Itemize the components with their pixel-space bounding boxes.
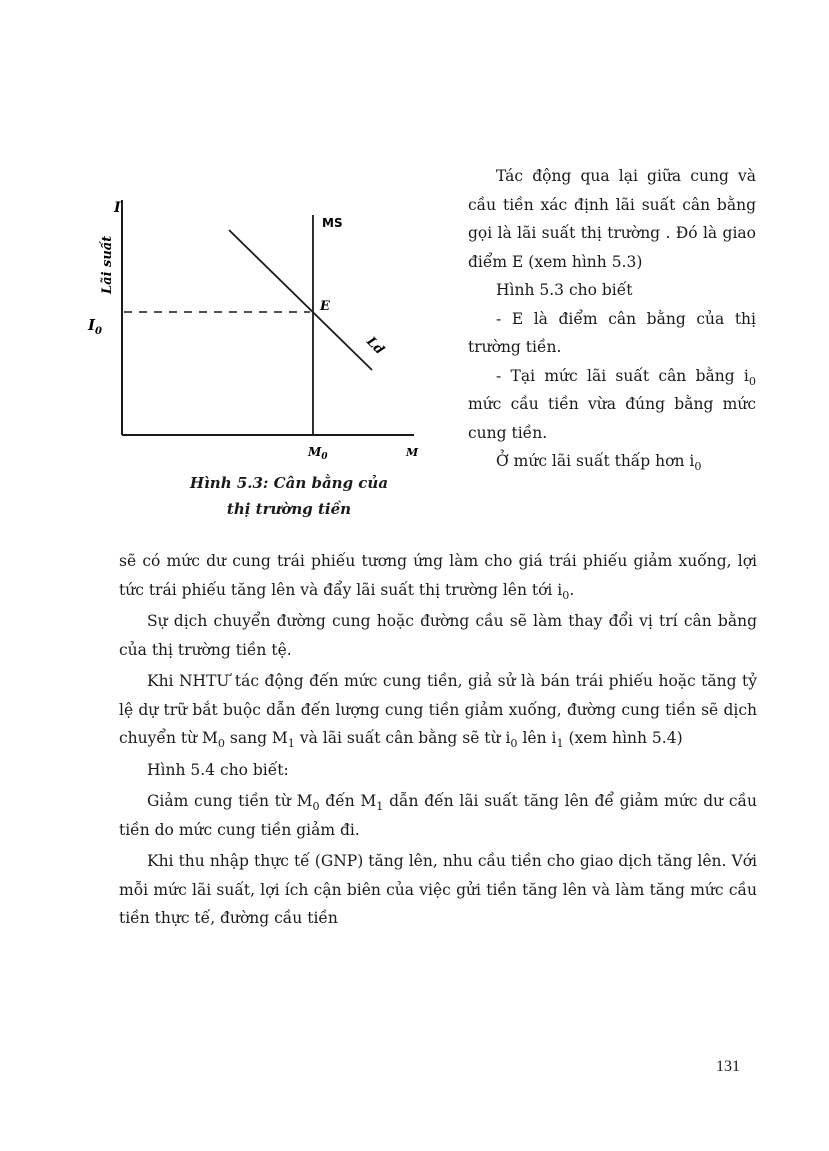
paragraph-central-bank: Khi NHTƯ tác động đến mức cung tiền, giả sử là bán trái phiếu hoặc tăng tỷ lệ dự trữ bắt buộc dẫn đến lượng cung tiền giảm xuống, đường cung tiền sẽ dịch chuyển từ $M_0$ sang $M_1$ và lãi suất cân bằng sẽ từ $i_0$ lên $i_1$ (xem hình 5.4) bbox=[119, 672, 757, 751]
right-column-text bbox=[468, 162, 756, 476]
paragraph-equilibrium-point: - E là điểm cân bằng của thị trường tiền. bbox=[468, 309, 756, 356]
paragraph-market-interest-rate: Tác động qua lại giữa cung và cầu tiền xác định lãi suất cân bằng gọi là lãi suất thị trường . Đó là giao điểm E (xem hình 5.3) bbox=[468, 167, 756, 271]
i0-label: $I_0$ bbox=[88, 316, 102, 337]
e-point-label: E bbox=[320, 299, 330, 314]
paragraph-figure-intro: Hình 5.3 cho biết bbox=[496, 281, 633, 299]
paragraph-lower-rate-continued: sẽ có mức dư cung trái phiếu tương ứng làm cho giá trái phiếu giảm xuống, lợi tức trái phiếu tăng lên và đẩy lãi suất thị trường lên tới $i_0$. bbox=[119, 552, 757, 602]
paragraph-equilibrium-rate: - Tại mức lãi suất cân bằng $i_0$ mức cầu tiền vừa đúng bằng mức cung tiền. bbox=[468, 366, 756, 442]
figure-caption-line-2: thị trường tiền bbox=[226, 500, 352, 518]
m-axis-label: M bbox=[406, 446, 419, 459]
money-demand-line bbox=[229, 230, 372, 370]
ld-label: Ld bbox=[363, 334, 387, 358]
figure-caption bbox=[144, 470, 434, 522]
m0-label: $M_0$ bbox=[308, 445, 328, 462]
paragraph-figure-5-4-intro: Hình 5.4 cho biết: bbox=[147, 760, 289, 779]
main-body-text bbox=[119, 547, 757, 936]
page-number: 131 bbox=[716, 1058, 740, 1075]
ms-label: MS bbox=[322, 216, 343, 230]
paragraph-supply-decrease: Giảm cung tiền từ $M_0$ đến $M_1$ dẫn đến lãi suất tăng lên để giảm mức dư cầu tiền do mức cung tiền giảm đi. bbox=[119, 792, 758, 839]
y-axis-title: Lãi suất bbox=[100, 235, 115, 294]
paragraph-shift-curves: Sự dịch chuyển đường cung hoặc đường cầu sẽ làm thay đổi vị trí cân bằng của thị trường tiền tệ. bbox=[119, 612, 757, 659]
y-axis-symbol: I bbox=[114, 200, 121, 216]
figure-money-market-equilibrium bbox=[84, 190, 444, 535]
paragraph-income-increase: Khi thu nhập thực tế (GNP) tăng lên, nhu cầu tiền cho giao dịch tăng lên. Với mỗi mức lãi suất, lợi ích cận biên của việc gửi tiền tăng lên và làm tăng mức cầu tiền thực tế, đường cầu tiền bbox=[119, 852, 757, 927]
figure-caption-line-1: Hình 5.3: Cân bằng của bbox=[189, 474, 389, 492]
paragraph-lower-rate-start: Ở mức lãi suất thấp hơn $i_0$ bbox=[496, 452, 702, 474]
